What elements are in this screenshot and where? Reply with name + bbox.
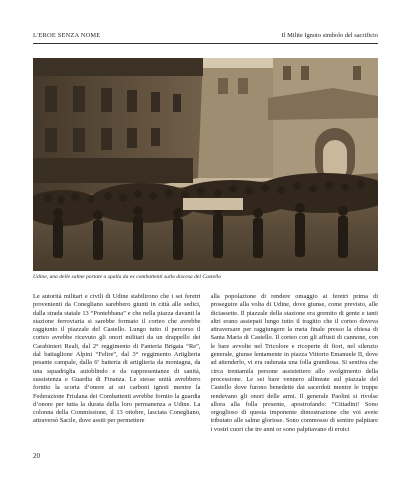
photo-caption: Udine, una delle salme portate a spalla da ex combattenti sulla discesa del Castello xyxy=(33,274,221,280)
running-head xyxy=(33,30,378,42)
page-number: 20 xyxy=(33,452,40,460)
text-column-left xyxy=(33,293,201,443)
sepia-photograph xyxy=(33,58,378,271)
chapter-title: Il Milite Ignoto simbolo del sacrificio xyxy=(281,32,378,39)
paragraph-right: alla popolazione di rendere omaggio ai feretri prima di proseguire alla volta di Udine, dove giunse, come previsto, alle diciassette. Il piazzale della stazione era gremito di gente e tanti altri erano assiepati lungo tutto il tragitto che il corteo doveva attraversare per raggiungere la meta finale presso la chiesa di Santa Maria di Castello. Il corteo con gli affusti di cannone, con le bare avvolte nel Tricolore e ricoperte di fiori, nel silenzio generale, giunse lentamente in piazza Vittorio Emanuele II, dove ad attenderlo, vi era radunata una folla grandiosa. Si sentiva che circa trentamila persone assistettero allo svolgimento della processione. Le sei bare vennero allineate sul piazzale del Castello dove furono benedette dai sacerdoti mentre le truppe rendevano gli onori delle armi. Il generale Paolini si rivolse allora alla folla presente, apostrofando: “Cittadini! Sono orgoglioso di questa imponente dimostrazione che voi avete tributato alle salme gloriose. Sono commosso di sentire palpitare i vostri cuori che tre anni or sono palpitavano di eroici xyxy=(210,293,378,433)
paragraph-left: Le autorità militari e civili di Udine stabilirono che i sei feretri provenienti da Conegliano sarebbero giunti in città alle sedici, dalla strada statale 13 “Pontebbana” e che nella piazza davanti la stazione ferroviaria si sarebbe formato il corteo che avrebbe raggiunto il piazzale del Castello. Lungo tutto il percorso il corteo avrebbe ricevuto gli onori militari da un drappello dei Carabinieri Reali, dal 2° reggimento di Fanteria Brigata “Re”, dal battaglione Alpini “Feltre”, dal 3° reggimento Artiglieria pesante campale, dalla 6ª batteria di artiglieria da montagna, da una squadriglia autoblindo e da rappresentanze di sanità, sussistenza e Guardia di Finanza. Le stesse unità avrebbero fornito la scorta d’onore ai sei carboni ignoti mentre la Federazione Friulana dei Combattenti avrebbe fornito la guardia d’onore per tutta la durata della loro permanenza a Udine. La colonna della Commissione, il 13 ottobre, lasciata Conegliano, attraversò Sacile, dove assiti per permettere xyxy=(33,293,201,425)
book-title: L'EROE SENZA NOME xyxy=(33,32,101,39)
header-rule xyxy=(33,43,378,44)
text-column-right xyxy=(211,293,379,443)
body-text xyxy=(33,293,378,443)
